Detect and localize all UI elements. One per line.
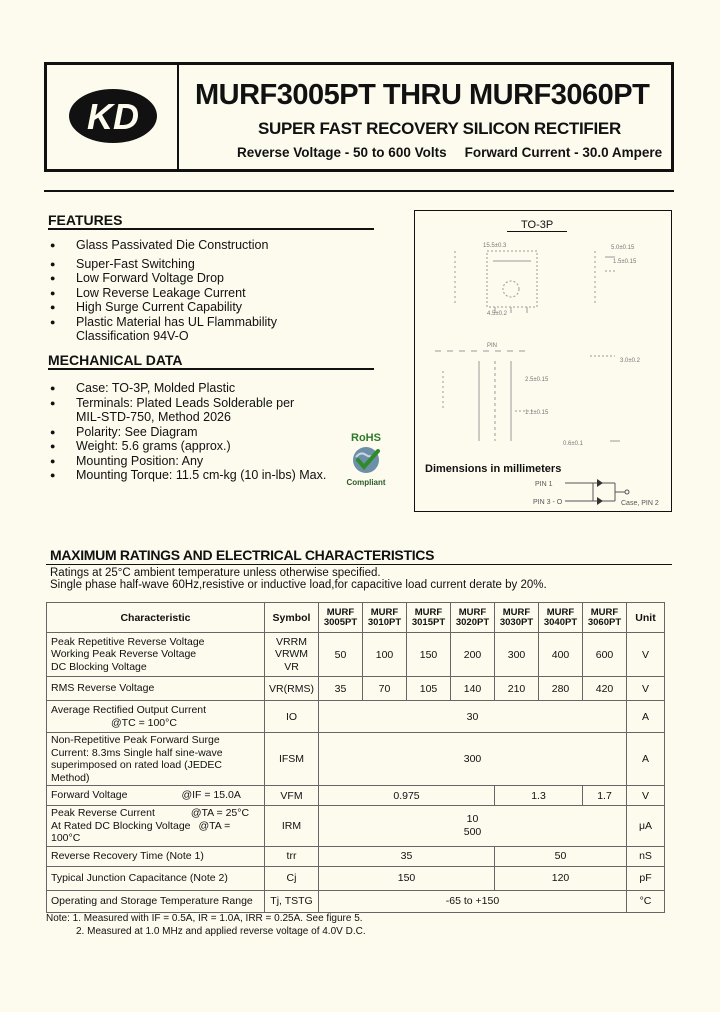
table-row — [47, 866, 665, 890]
row-symbol: VRRM VRWM VR — [265, 633, 319, 677]
svg-text:1.1±0.15: 1.1±0.15 — [525, 410, 549, 416]
table-cell: 420 — [583, 677, 627, 701]
table-cell-unit: nS — [627, 846, 665, 866]
table-cell: 600 — [583, 633, 627, 677]
mechanical-list — [50, 381, 380, 483]
table-cell: 200 — [451, 633, 495, 677]
table-cell: 120 — [495, 866, 627, 890]
list-item: ● Mounting Torque: 11.5 cm-kg (10 in-lbs) Max. — [50, 468, 380, 483]
row-label: RMS Reverse Voltage — [47, 677, 265, 701]
table-cell: 0.975 — [319, 786, 495, 806]
list-item: ● Glass Passivated Die Construction — [50, 238, 380, 253]
table-cell: 300 — [319, 733, 627, 786]
features-list — [50, 238, 380, 344]
col-model: MURF 3015PT — [407, 603, 451, 633]
list-item: ● Terminals: Plated Leads Solderable per MIL-STD-750, Method 2026 — [50, 396, 301, 425]
row-label: Operating and Storage Temperature Range — [47, 890, 265, 912]
col-model: MURF 3030PT — [495, 603, 539, 633]
rohs-sub: Compliant — [346, 478, 386, 487]
footnote-1: Note: 1. Measured with IF = 0.5A, IR = 1.0A, IRR = 0.25A. See figure 5. — [46, 913, 363, 924]
list-item: ● Weight: 5.6 grams (approx.) — [50, 439, 380, 454]
list-item: ● Low Reverse Leakage Current — [50, 286, 380, 301]
row-symbol: IO — [265, 701, 319, 733]
mechanical-heading: MECHANICAL DATA — [48, 352, 374, 370]
row-label: Typical Junction Capacitance (Note 2) — [47, 866, 265, 890]
list-item: ● Low Forward Voltage Drop — [50, 271, 380, 286]
table-header-row — [47, 603, 665, 633]
svg-text:0.6±0.1: 0.6±0.1 — [563, 441, 583, 447]
row-symbol: Cj — [265, 866, 319, 890]
footnote-2: 2. Measured at 1.0 MHz and applied reverse voltage of 4.0V D.C. — [76, 926, 366, 937]
table-cell: -65 to +150 — [319, 890, 627, 912]
table-cell: 1.7 — [583, 786, 627, 806]
table-cell: 280 — [539, 677, 583, 701]
reverse-voltage-summary: Reverse Voltage - 50 to 600 Volts — [237, 145, 447, 160]
table-row — [47, 786, 665, 806]
col-model: MURF 3020PT — [451, 603, 495, 633]
table-row — [47, 890, 665, 912]
table-cell: 105 — [407, 677, 451, 701]
ratings-heading: MAXIMUM RATINGS AND ELECTRICAL CHARACTERISTICS — [50, 547, 435, 563]
row-label: Peak Repetitive Reverse Voltage Working Peak Reverse Voltage DC Blocking Voltage — [47, 633, 265, 677]
forward-current-summary: Forward Current - 30.0 Ampere — [464, 145, 663, 160]
list-item: ● Mounting Position: Any — [50, 454, 380, 469]
col-model: MURF 3040PT — [539, 603, 583, 633]
svg-text:2.5±0.15: 2.5±0.15 — [525, 377, 549, 383]
row-label: Reverse Recovery Time (Note 1) — [47, 846, 265, 866]
package-label: TO-3P — [507, 219, 567, 232]
table-row — [47, 701, 665, 733]
kd-logo — [67, 87, 159, 145]
col-unit: Unit — [627, 603, 665, 633]
row-symbol: VR(RMS) — [265, 677, 319, 701]
table-cell: 100 — [363, 633, 407, 677]
svg-text:1.5±0.15: 1.5±0.15 — [613, 259, 637, 265]
row-symbol: IRM — [265, 806, 319, 847]
features-heading: FEATURES — [48, 212, 374, 230]
row-symbol: VFM — [265, 786, 319, 806]
table-cell: 400 — [539, 633, 583, 677]
table-cell-unit: V — [627, 786, 665, 806]
row-label: Peak Reverse Current @TA = 25°C At Rated DC Blocking Voltage @TA = 100°C — [47, 806, 265, 847]
table-row — [47, 633, 665, 677]
table-cell: 1.3 — [495, 786, 583, 806]
list-item: ● Super-Fast Switching — [50, 257, 380, 272]
svg-text:PIN: PIN — [487, 343, 498, 349]
page-title: MURF3005PT THRU MURF3060PT — [195, 79, 650, 111]
package-drawing-panel — [414, 210, 672, 512]
svg-text:3.0±0.2: 3.0±0.2 — [620, 358, 640, 364]
row-symbol: Tj, TSTG — [265, 890, 319, 912]
table-cell: 35 — [319, 677, 363, 701]
svg-text:15.5±0.3: 15.5±0.3 — [483, 243, 507, 249]
rating-summary — [237, 145, 662, 160]
table-cell: 70 — [363, 677, 407, 701]
case-pin2-label: Case, PIN 2 — [621, 500, 659, 507]
col-model: MURF 3060PT — [583, 603, 627, 633]
svg-text:4.5±0.2: 4.5±0.2 — [487, 311, 507, 317]
table-cell: 300 — [495, 633, 539, 677]
list-item: ● Plastic Material has UL Flammability Classification 94V-O — [50, 315, 286, 344]
table-cell: 150 — [319, 866, 495, 890]
ratings-table — [46, 602, 665, 913]
col-characteristic: Characteristic — [47, 603, 265, 633]
row-symbol: IFSM — [265, 733, 319, 786]
table-row — [47, 677, 665, 701]
table-cell-unit: pF — [627, 866, 665, 890]
dimensions-note: Dimensions in millimeters — [425, 463, 562, 475]
col-model: MURF 3010PT — [363, 603, 407, 633]
footnotes — [46, 912, 366, 938]
table-cell-unit: A — [627, 733, 665, 786]
ratings-note-ambient: Ratings at 25°C ambient temperature unless otherwise specified. — [50, 567, 381, 579]
ratings-note-derate: Single phase half-wave 60Hz,resistive or inductive load,for capacitive load current derate by 20%. — [50, 579, 547, 591]
table-cell: 210 — [495, 677, 539, 701]
list-item: ● Case: TO-3P, Molded Plastic — [50, 381, 380, 396]
logo-cell — [47, 65, 179, 169]
table-cell-unit: A — [627, 701, 665, 733]
row-label: Forward Voltage @IF = 15.0A — [47, 786, 265, 806]
table-cell-unit: μA — [627, 806, 665, 847]
pin1-label: PIN 1 — [535, 481, 553, 488]
row-label: Average Rectified Output Current @TC = 100°C — [47, 701, 265, 733]
package-outline-drawing — [415, 211, 671, 511]
table-cell: 10 500 — [319, 806, 627, 847]
header-divider — [44, 190, 674, 192]
table-cell: 50 — [495, 846, 627, 866]
list-item: ● High Surge Current Capability — [50, 300, 380, 315]
table-cell: 30 — [319, 701, 627, 733]
row-label: Non-Repetitive Peak Forward Surge Current: 8.3ms Single half sine-wave superimposed on rated load (JEDEC Method) — [47, 733, 265, 786]
logo-text: KD — [87, 96, 139, 137]
table-cell: 150 — [407, 633, 451, 677]
col-model: MURF 3005PT — [319, 603, 363, 633]
table-cell-unit: °C — [627, 890, 665, 912]
table-row — [47, 806, 665, 847]
ratings-rule — [46, 564, 672, 565]
table-row — [47, 733, 665, 786]
pin3-label: PIN 3 - O — [533, 499, 563, 506]
row-symbol: trr — [265, 846, 319, 866]
col-symbol: Symbol — [265, 603, 319, 633]
rohs-label: RoHS — [351, 432, 381, 444]
table-cell-unit: V — [627, 677, 665, 701]
table-cell-unit: V — [627, 633, 665, 677]
rohs-compliant-icon — [344, 430, 388, 488]
table-cell: 50 — [319, 633, 363, 677]
header-box — [44, 62, 674, 172]
table-row — [47, 846, 665, 866]
table-cell: 35 — [319, 846, 495, 866]
list-item: ● Polarity: See Diagram — [50, 425, 380, 440]
svg-text:5.0±0.15: 5.0±0.15 — [611, 245, 635, 251]
page-subtitle: SUPER FAST RECOVERY SILICON RECTIFIER — [258, 119, 621, 138]
table-cell: 140 — [451, 677, 495, 701]
